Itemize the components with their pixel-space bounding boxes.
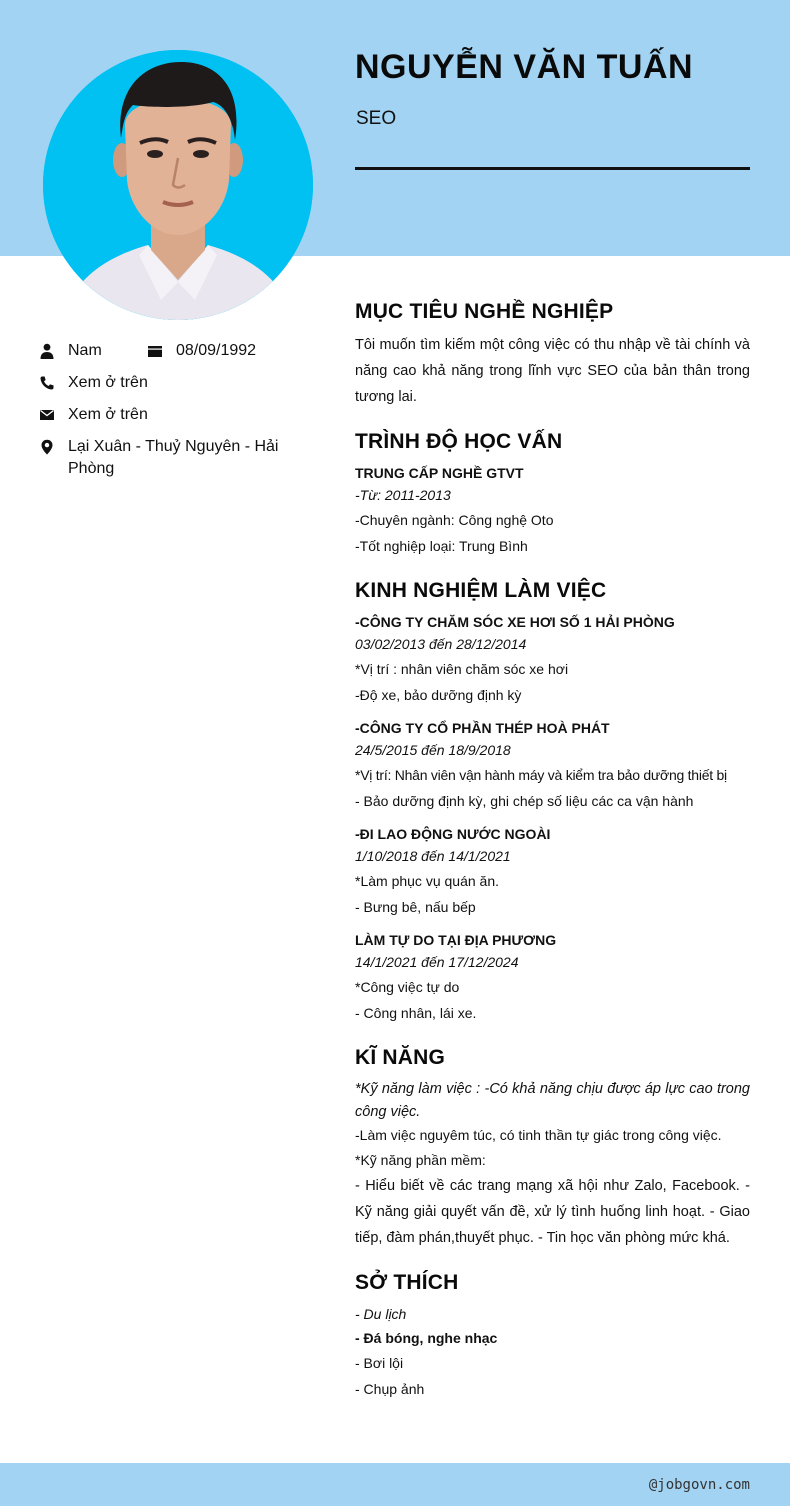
software-skill-label: *Kỹ năng phần mềm: [355, 1152, 486, 1168]
job-detail: - Công nhân, lái xe. [355, 1005, 477, 1021]
job-dates: 14/1/2021 đến 17/12/2024 [355, 954, 519, 970]
profile-photo [43, 50, 313, 320]
job-detail: - Bảo dưỡng định kỳ, ghi chép số liệu các ca vận hành [355, 793, 694, 809]
footer-band [0, 1463, 790, 1506]
hobbies-section [355, 1271, 750, 1402]
contact-info [38, 340, 298, 490]
job-company: -ĐI LAO ĐỘNG NƯỚC NGOÀI [355, 826, 551, 842]
hobby-item: - Du lịch [355, 1306, 407, 1322]
job-detail: *Công việc tự do [355, 979, 460, 995]
gender-birthdate-row [38, 340, 298, 372]
footer-watermark: @jobgovn.com [648, 1477, 750, 1493]
job-detail: *Làm phục vụ quán ăn. [355, 873, 499, 889]
person-icon [38, 340, 56, 362]
title-divider [355, 167, 750, 170]
objective-text: Tôi muốn tìm kiếm một công việc có thu nhập về tài chính và năng cao khả năng trong lĩnh vực SEO của bản thân trong tương lai. [355, 337, 750, 405]
phone-value: Xem ở trên [68, 374, 148, 391]
software-skill-text: - Hiểu biết về các trang mạng xã hội như Zalo, Facebook. - Kỹ năng giải quyết vấn đề, xử lý tình huống linh hoạt. - Giao tiếp, đàm phán,thuyết phục. - Tin học văn phòng mức khá. [355, 1178, 750, 1246]
education-major: -Chuyên ngành: Công nghệ Oto [355, 512, 554, 528]
mail-icon [38, 404, 56, 426]
job-dates: 03/02/2013 đến 28/12/2014 [355, 636, 527, 652]
education-section [355, 430, 750, 559]
job-detail: - Bưng bê, nấu bếp [355, 899, 476, 915]
job-dates: 1/10/2018 đến 14/1/2021 [355, 848, 511, 864]
job-entry [355, 929, 750, 1026]
job-entry [355, 611, 750, 708]
hobby-item: - Đá bóng, nghe nhạc [355, 1330, 498, 1346]
education-grade: -Tốt nghiệp loại: Trung Bình [355, 538, 528, 554]
birthdate-value: 08/09/1992 [176, 342, 257, 359]
birthdate-row [146, 340, 256, 362]
skills-heading: KĨ NĂNG [355, 1046, 446, 1069]
job-detail: *Vị trí : nhân viên chăm sóc xe hơi [355, 661, 569, 677]
skills-section [355, 1046, 750, 1251]
email-value: Xem ở trên [68, 406, 148, 423]
work-skill: *Kỹ năng làm việc : -Có khả năng chịu được áp lực cao trong công việc. [355, 1081, 750, 1120]
job-company: -CÔNG TY CỔ PHẦN THÉP HOÀ PHÁT [355, 720, 610, 736]
job-company: -CÔNG TY CHĂM SÓC XE HƠI SỐ 1 HẢI PHÒNG [355, 614, 675, 630]
phone-icon [38, 372, 56, 394]
calendar-icon [146, 340, 164, 362]
job-dates: 24/5/2015 đến 18/9/2018 [355, 742, 511, 758]
objective-section [355, 300, 750, 410]
job-title: SEO [356, 108, 397, 129]
main-column [355, 300, 750, 1422]
job-detail: *Vị trí: Nhân viên vận hành máy và kiểm tra bảo dưỡng thiết bị [355, 767, 727, 783]
email-row [38, 404, 298, 426]
education-period: -Từ: 2011-2013 [355, 487, 451, 503]
gender-value: Nam [68, 342, 102, 359]
work-skill-2: -Làm việc nguyêm túc, có tinh thần tự giác trong công việc. [355, 1127, 722, 1143]
experience-heading: KINH NGHIỆM LÀM VIỆC [355, 579, 607, 602]
address-row [38, 436, 298, 480]
candidate-name: NGUYỄN VĂN TUẤN [355, 48, 694, 86]
job-detail: -Độ xe, bảo dưỡng định kỳ [355, 687, 522, 703]
hobbies-heading: SỞ THÍCH [355, 1271, 459, 1294]
portrait-illustration [43, 50, 313, 320]
gender-row [38, 340, 146, 362]
job-company: LÀM TỰ DO TẠI ĐỊA PHƯƠNG [355, 932, 557, 948]
hobby-item: - Bơi lội [355, 1355, 404, 1371]
experience-section [355, 579, 750, 1026]
school-name: TRUNG CẤP NGHỀ GTVT [355, 465, 524, 481]
hobby-item: - Chụp ảnh [355, 1381, 425, 1397]
job-entry [355, 823, 750, 920]
objective-heading: MỤC TIÊU NGHỀ NGHIỆP [355, 300, 614, 323]
job-entry [355, 717, 750, 814]
education-heading: TRÌNH ĐỘ HỌC VẤN [355, 430, 563, 453]
location-icon [38, 436, 56, 458]
address-value: Lại Xuân - Thuỷ Nguyên - Hải Phòng [68, 438, 279, 477]
phone-row [38, 372, 298, 394]
